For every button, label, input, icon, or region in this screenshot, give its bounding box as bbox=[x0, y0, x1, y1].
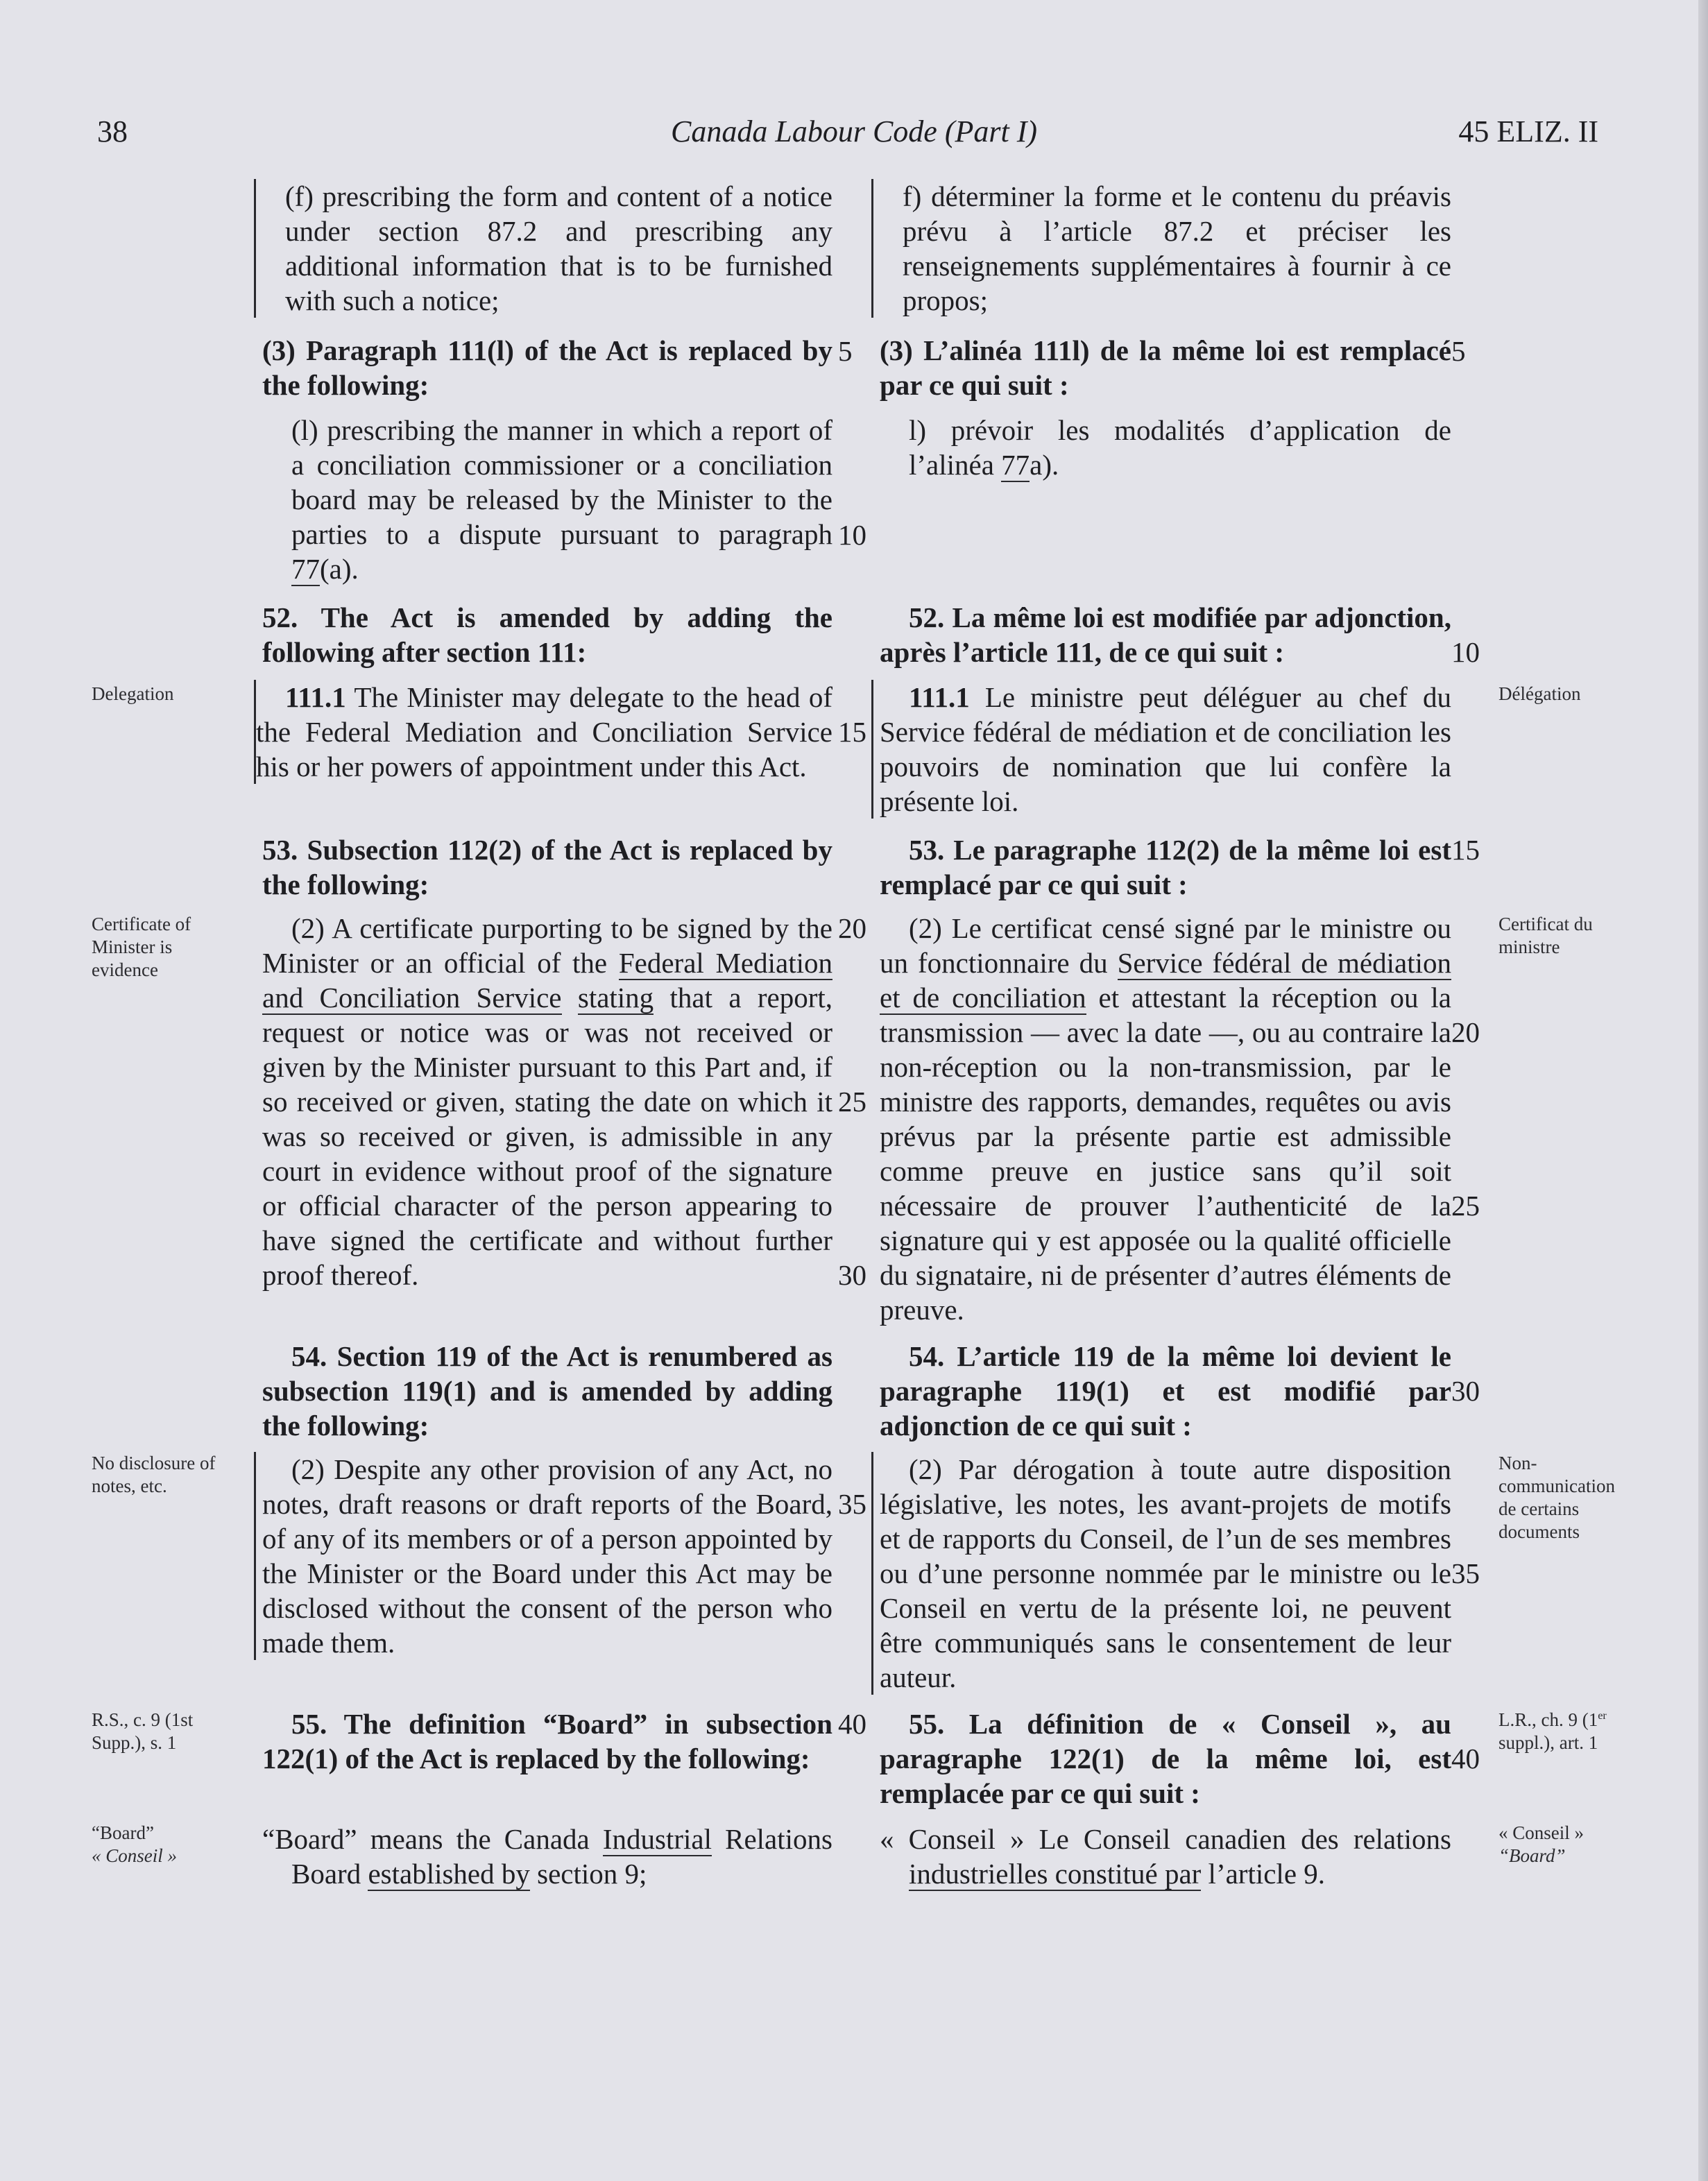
margin-note-conseil-en: “Board” bbox=[1498, 1845, 1566, 1866]
fr-conseil-b: industrielles constitué par bbox=[909, 1858, 1202, 1890]
en-board-e: section 9; bbox=[529, 1858, 647, 1890]
margin-note-lr-reference bbox=[1498, 1709, 1630, 1754]
en-l-part-c: (a). bbox=[320, 553, 359, 585]
en-s53 bbox=[262, 832, 832, 902]
en-l-part-a: (l) prescribing the manner in which a report of a conciliation commissioner or a conciliation board may be released by the Minister to the parties to a dispute pursuant to paragraph bbox=[291, 414, 832, 550]
fr-s55 bbox=[880, 1707, 1451, 1811]
fr-s54 bbox=[880, 1339, 1451, 1443]
en-s54-text: (2) Despite any other provision of any Act, no notes, draft reasons or draft reports of the Board, of any of its members or of a person appointed by the Minister or the Board under this Act may be disclosed without the consent of the person who made them. bbox=[254, 1452, 832, 1660]
margin-note-board-fr: « Conseil » bbox=[92, 1845, 178, 1866]
en-s53-d: stating bbox=[577, 982, 654, 1013]
margin-note-conseil-fr: « Conseil » bbox=[1498, 1822, 1585, 1843]
fr-s53-a: (2) Le certificat censé signé par le ministre ou un fonctionnaire du bbox=[880, 912, 1451, 979]
running-title: Canada Labour Code (Part I) bbox=[671, 114, 1037, 148]
fr-s111-1 bbox=[880, 680, 1451, 819]
fr-s53-text bbox=[880, 911, 1451, 1327]
en-line-15: 15 bbox=[838, 716, 866, 748]
fr-s111-1-number: 111.1 bbox=[909, 681, 970, 713]
fr-s3 bbox=[880, 333, 1451, 402]
en-l-item-text bbox=[262, 413, 832, 586]
en-s54-heading: 54. Section 119 of the Act is renumbered as subsection 119(1) and is amended by adding the following: bbox=[262, 1340, 832, 1442]
margin-note-delegation-fr: Délégation bbox=[1498, 683, 1581, 704]
fr-l-part-a: l) prévoir les modalités d’application de l’alinéa bbox=[909, 414, 1451, 481]
margin-note-no-disclosure: No disclosure of notes, etc. bbox=[92, 1453, 216, 1496]
en-board-d: established by bbox=[368, 1858, 530, 1890]
fr-s111-1-text bbox=[871, 680, 1451, 819]
en-board-a: “Board” means the Canada bbox=[262, 1823, 603, 1855]
fr-line-10: 10 bbox=[1451, 636, 1480, 668]
en-board-b: Industrial bbox=[602, 1823, 712, 1855]
fr-line-15: 15 bbox=[1451, 834, 1480, 866]
fr-s53-body bbox=[880, 911, 1451, 1327]
en-line-5: 5 bbox=[838, 335, 853, 367]
fr-line-30: 30 bbox=[1451, 1375, 1480, 1407]
en-s53-heading: 53. Subsection 112(2) of the Act is replaced by the following: bbox=[262, 834, 832, 900]
fr-s55-heading: 55. La définition de « Conseil », au paragraphe 122(1) de la même loi, est remplacée par ce qui suit : bbox=[880, 1708, 1451, 1809]
en-s3-heading: (3) Paragraph 111(l) of the Act is replaced by the following: bbox=[262, 334, 832, 401]
en-line-35: 35 bbox=[838, 1488, 866, 1520]
en-s111-1 bbox=[256, 680, 832, 784]
en-s53-text bbox=[262, 911, 832, 1292]
en-l-part-b: 77 bbox=[291, 553, 320, 585]
fr-s54-text: (2) Par dérogation à toute autre disposition législative, les notes, les avant-projets de motifs et de rapports du Conseil, de l’un de ses membres ou d’une personne nommée par le ministre ou le Conseil en vertu de la présente loi, ne peuvent être communiqués sans le consentement de leur auteur. bbox=[871, 1452, 1451, 1695]
en-s53-b: Federal Mediation and Conciliation Service bbox=[262, 947, 833, 1013]
en-s52-heading: 52. The Act is amended by adding the following after section 111: bbox=[262, 601, 832, 668]
fr-l-part-c: a). bbox=[1030, 449, 1059, 481]
margin-note-certificate: Certificate of Minister is evidence bbox=[92, 914, 191, 980]
en-f-item-text: (f) prescribing the form and content of a notice under section 87.2 and prescribing any additional information that is to be furnished with such a notice; bbox=[254, 179, 832, 318]
lr-ref-part-b: suppl.), art. 1 bbox=[1498, 1732, 1598, 1753]
fr-s53-b: Service fédéral de médiation et de conciliation bbox=[880, 947, 1451, 1013]
margin-note-no-disclosure-fr: Non-communication de certains documents bbox=[1498, 1453, 1615, 1542]
en-s52 bbox=[262, 600, 832, 669]
lr-ref-superscript: er bbox=[1598, 1709, 1607, 1722]
en-line-25: 25 bbox=[838, 1086, 866, 1118]
fr-s52 bbox=[880, 600, 1451, 669]
en-l-item bbox=[262, 413, 832, 586]
margin-note-delegation: Delegation bbox=[92, 683, 174, 704]
fr-s52-heading: 52. La même loi est modifiée par adjonction, après l’article 111, de ce qui suit : bbox=[880, 601, 1451, 668]
fr-s53 bbox=[880, 832, 1451, 902]
en-line-20: 20 bbox=[838, 912, 866, 944]
margin-note-board bbox=[92, 1822, 230, 1867]
fr-s54-body bbox=[880, 1452, 1451, 1695]
margin-note-certificate-fr: Certificat du ministre bbox=[1498, 914, 1593, 957]
margin-note-conseil bbox=[1498, 1822, 1630, 1867]
en-line-40: 40 bbox=[838, 1708, 866, 1740]
en-board-definition bbox=[262, 1822, 832, 1891]
margin-note-rs-reference: R.S., c. 9 (1st Supp.), s. 1 bbox=[92, 1709, 194, 1753]
en-s53-e: that a report, request or notice was or was not received or given by the Minister pursuant to this Part and, if so received or given, stating the date on which it was so received or given, is admissible in any court in evidence without proof of the signature or official character of the person appearing to have signed the certificate and without further proof thereof. bbox=[262, 982, 833, 1291]
en-s111-1-body: The Minister may delegate to the head of the Federal Mediation and Conciliation Service his or her powers of appointment under this Act. bbox=[256, 681, 832, 782]
en-line-30: 30 bbox=[838, 1259, 866, 1291]
page-edge-shadow bbox=[1698, 0, 1708, 2181]
fr-l-part-b: 77 bbox=[1001, 449, 1030, 481]
en-s55-heading: 55. The definition “Board” in subsection 122(1) of the Act is replaced by the following: bbox=[262, 1708, 832, 1774]
fr-line-20: 20 bbox=[1451, 1016, 1480, 1048]
fr-line-5: 5 bbox=[1451, 335, 1466, 367]
fr-conseil-a: « Conseil » Le Conseil canadien des relations bbox=[880, 1823, 1451, 1855]
en-board-c: Relations Board bbox=[291, 1823, 832, 1890]
en-s111-1-text bbox=[254, 680, 832, 784]
fr-s3-heading: (3) L’alinéa 111l) de la même loi est remplacé par ce qui suit : bbox=[880, 334, 1451, 401]
fr-l-item-text bbox=[880, 413, 1451, 482]
fr-f-item-text: f) déterminer la forme et le contenu du préavis prévu à l’article 87.2 et préciser les renseignements supplémentaires à fournir à ce propos; bbox=[871, 179, 1451, 318]
fr-line-35: 35 bbox=[1451, 1557, 1480, 1589]
en-s53-a: (2) A certificate purporting to be signed by the Minister or an official of the bbox=[262, 912, 832, 979]
en-f-item bbox=[262, 179, 832, 318]
fr-line-40: 40 bbox=[1451, 1743, 1480, 1774]
fr-s111-1-body: Le ministre peut déléguer au chef du Service fédéral de médiation et de conciliation les pouvoirs de nomination que lui confère la présente loi. bbox=[880, 681, 1451, 817]
fr-s54-heading: 54. L’article 119 de la même loi devient le paragraphe 119(1) et est modifié par adjonction de ce qui suit : bbox=[880, 1340, 1451, 1442]
fr-conseil-c: l’article 9. bbox=[1201, 1858, 1326, 1890]
en-line-10: 10 bbox=[838, 519, 866, 551]
fr-l-item bbox=[880, 413, 1451, 482]
margin-note-board-en: “Board” bbox=[92, 1822, 154, 1843]
en-s3 bbox=[262, 333, 832, 402]
fr-f-item bbox=[880, 179, 1451, 318]
fr-s53-heading: 53. Le paragraphe 112(2) de la même loi est remplacé par ce qui suit : bbox=[880, 834, 1451, 900]
en-board-text bbox=[262, 1822, 832, 1891]
en-s55 bbox=[262, 1707, 832, 1776]
fr-s53-c: et attestant la réception ou la transmission — avec la date —, ou au contraire la non-réception ou la non-transmission, par le ministre des rapports, demandes, requêtes ou avis prévus par la présente partie est admissible comme preuve en justice sans qu’il soit nécessaire de prouver l’authenticité de la signature qui y est apposée ou la qualité officielle du signataire, ni de présenter d’autres éléments de preuve. bbox=[880, 982, 1451, 1326]
en-s54 bbox=[262, 1339, 832, 1443]
session-label: 45 ELIZ. II bbox=[1458, 114, 1598, 148]
fr-conseil-text bbox=[880, 1822, 1451, 1891]
en-s111-1-number: 111.1 bbox=[285, 681, 346, 713]
en-s54-body bbox=[262, 1452, 832, 1660]
en-s53-body bbox=[262, 911, 832, 1292]
en-s53-c bbox=[562, 982, 578, 1013]
lr-ref-part-a: L.R., ch. 9 (1 bbox=[1498, 1709, 1598, 1730]
page-number: 38 bbox=[97, 114, 128, 148]
fr-conseil-definition bbox=[880, 1822, 1451, 1891]
fr-line-25: 25 bbox=[1451, 1190, 1480, 1222]
